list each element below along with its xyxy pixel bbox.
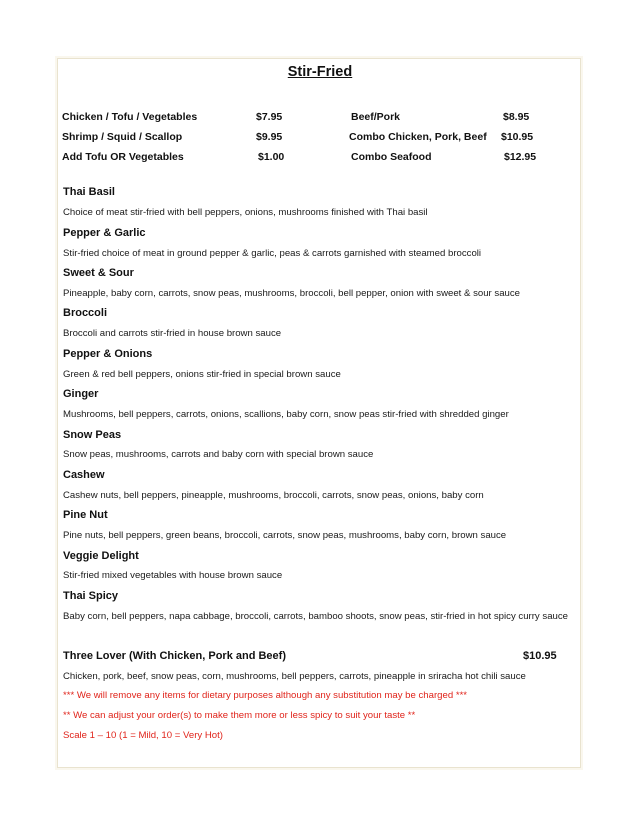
price-item-price: $12.95 [504, 151, 537, 163]
dish-description: Broccoli and carrots stir-fried in house brown sauce [63, 328, 282, 339]
dish-name: Thai Basil [63, 186, 115, 198]
price-item-name: Combo Chicken, Pork, Beef [349, 131, 487, 143]
special-dish-price: $10.95 [523, 650, 557, 662]
dish-name: Ginger [63, 388, 99, 400]
spicy-note: ** We can adjust your order(s) to make them more or less spicy to suit your taste ** [63, 710, 416, 721]
special-dish-description: Chicken, pork, beef, snow peas, corn, mushrooms, bell peppers, carrots, pineapple in sriracha hot chili sauce [63, 671, 526, 682]
dish-name: Pepper & Onions [63, 348, 153, 360]
price-item-name: Combo Seafood [351, 151, 432, 163]
price-item-name: Chicken / Tofu / Vegetables [62, 111, 198, 123]
dish-name: Pepper & Garlic [63, 227, 146, 239]
dish-description: Choice of meat stir-fried with bell peppers, onions, mushrooms finished with Thai basil [63, 207, 428, 218]
dish-description: Mushrooms, bell peppers, carrots, onions, scallions, baby corn, snow peas stir-fried with shredded ginger [63, 409, 509, 420]
price-item-name: Beef/Pork [351, 111, 401, 123]
dish-name: Veggie Delight [63, 550, 139, 562]
dish-description: Cashew nuts, bell peppers, pineapple, mushrooms, broccoli, carrots, snow peas, onions, baby corn [63, 490, 484, 501]
dish-name: Thai Spicy [63, 590, 119, 602]
dish-description: Snow peas, mushrooms, carrots and baby corn with special brown sauce [63, 449, 374, 460]
dish-description: Green & red bell peppers, onions stir-fried in special brown sauce [63, 369, 341, 380]
price-item-name: Shrimp / Squid / Scallop [62, 131, 183, 143]
page-title: Stir-Fried [287, 64, 353, 80]
price-item-price: $7.95 [256, 111, 283, 123]
dish-description: Baby corn, bell peppers, napa cabbage, broccoli, carrots, bamboo shoots, snow peas, stir-fried in hot spicy curry sauce [63, 611, 568, 622]
price-item-price: $1.00 [258, 151, 285, 163]
dish-name: Pine Nut [63, 509, 108, 521]
dish-name: Snow Peas [63, 429, 122, 441]
spice-scale-note: Scale 1 – 10 (1 = Mild, 10 = Very Hot) [63, 730, 223, 741]
dish-description: Pine nuts, bell peppers, green beans, broccoli, carrots, snow peas, mushrooms, baby corn, brown sauce [63, 530, 507, 541]
price-item-price: $9.95 [256, 131, 283, 143]
price-item-price: $10.95 [501, 131, 534, 143]
dish-name: Sweet & Sour [63, 267, 134, 279]
dish-name: Broccoli [63, 307, 108, 319]
special-dish-name: Three Lover (With Chicken, Pork and Beef) [63, 650, 286, 662]
dish-description: Stir-fried mixed vegetables with house brown sauce [63, 570, 283, 581]
dish-description: Stir-fried choice of meat in ground pepper & garlic, peas & carrots garnished with steamed broccoli [63, 248, 482, 259]
dish-description: Pineapple, baby corn, carrots, snow peas, mushrooms, broccoli, bell pepper, onion with sweet & sour sauce [63, 288, 521, 299]
dish-name: Cashew [63, 469, 105, 481]
price-item-price: $8.95 [503, 111, 530, 123]
dietary-note: *** We will remove any items for dietary purposes although any substitution may be charged *** [63, 690, 468, 701]
price-item-name: Add Tofu OR Vegetables [62, 151, 184, 163]
